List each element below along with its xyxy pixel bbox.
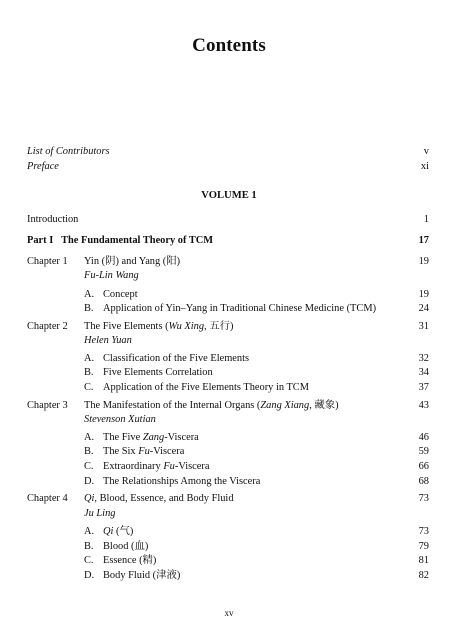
author-name: Fu-Lin Wang	[84, 270, 139, 281]
volume-heading: VOLUME 1	[201, 190, 257, 201]
toc-section[interactable]	[0, 569, 458, 583]
toc-section[interactable]	[0, 381, 458, 395]
chapter-title: Qi, Blood, Essence, and Body Fluid	[84, 493, 234, 504]
entry-page: 17	[418, 235, 429, 246]
section-title: Qi (气)	[103, 526, 134, 537]
entry-page: 19	[418, 256, 429, 267]
author-name: Helen Yuan	[84, 335, 132, 346]
toc-section[interactable]	[0, 475, 458, 489]
section-title: Classification of the Five Elements	[103, 353, 250, 364]
chapter-author	[0, 269, 458, 283]
section-title: The Relationships Among the Viscera	[103, 476, 261, 487]
chapter-label: Chapter 4	[27, 493, 68, 504]
chapter-title: The Manifestation of the Internal Organs (Zang Xiang, 藏象)	[84, 400, 339, 411]
section-title: Application of the Five Elements Theory in TCM	[103, 382, 309, 393]
entry-page: 68	[418, 476, 429, 487]
section-letter: B.	[84, 303, 94, 314]
entry-page: 1	[423, 214, 429, 225]
toc-section[interactable]	[0, 302, 458, 316]
chapter-title: Yin (阴) and Yang (阳)	[84, 256, 181, 267]
section-title: Application of Yin–Yang in Traditional Chinese Medicine (TCM)	[103, 303, 377, 314]
toc-section[interactable]	[0, 554, 458, 568]
section-title: The Five Zang-Viscera	[103, 432, 199, 443]
section-letter: B.	[84, 541, 94, 552]
toc-entry-preface[interactable]	[0, 160, 458, 174]
entry-page: xi	[420, 161, 429, 172]
toc-chapter-3[interactable]	[0, 399, 458, 413]
toc-chapter-1[interactable]	[0, 255, 458, 269]
section-letter: A.	[84, 526, 95, 537]
section-letter: A.	[84, 289, 95, 300]
entry-page: 19	[418, 289, 429, 300]
part-label: Part I The Fundamental Theory of TCM	[27, 235, 214, 246]
entry-page: 59	[418, 446, 429, 457]
section-title: Five Elements Correlation	[103, 367, 213, 378]
author-name: Stevenson Xutian	[84, 414, 156, 425]
entry-page: 79	[418, 541, 429, 552]
section-title: Blood (血)	[103, 541, 149, 552]
section-letter: C.	[84, 382, 94, 393]
chapter-label: Chapter 1	[27, 256, 68, 267]
section-letter: C.	[84, 461, 94, 472]
entry-page: 34	[418, 367, 429, 378]
author-name: Ju Ling	[84, 508, 116, 519]
section-title: The Six Fu-Viscera	[103, 446, 185, 457]
entry-page: 46	[418, 432, 429, 443]
page-title: Contents	[192, 35, 266, 56]
section-letter: D.	[84, 570, 95, 581]
chapter-author	[0, 334, 458, 348]
section-letter: A.	[84, 353, 95, 364]
chapter-author	[0, 507, 458, 521]
toc-section[interactable]	[0, 460, 458, 474]
toc-section[interactable]	[0, 540, 458, 554]
section-title: Body Fluid (津液)	[103, 570, 181, 581]
entry-label: Introduction	[27, 214, 79, 225]
toc-section[interactable]	[0, 352, 458, 366]
toc-entry-contributors[interactable]	[0, 145, 458, 159]
entry-page: 73	[418, 493, 429, 504]
section-letter: B.	[84, 367, 94, 378]
toc-section[interactable]	[0, 288, 458, 302]
section-letter: D.	[84, 476, 95, 487]
entry-page: 43	[418, 400, 429, 411]
entry-page: v	[423, 146, 429, 157]
section-title: Extraordinary Fu-Viscera	[103, 461, 210, 472]
entry-page: 81	[418, 555, 429, 566]
toc-section[interactable]	[0, 366, 458, 380]
entry-label: List of Contributors	[27, 146, 110, 157]
page-number: xv	[224, 608, 234, 618]
entry-page: 73	[418, 526, 429, 537]
section-letter: B.	[84, 446, 94, 457]
entry-page: 31	[418, 321, 429, 332]
toc-part-heading[interactable]	[0, 234, 458, 248]
toc-section[interactable]	[0, 525, 458, 539]
part-title: The Fundamental Theory of TCM	[61, 235, 214, 246]
toc-section[interactable]	[0, 431, 458, 445]
entry-page: 66	[418, 461, 429, 472]
entry-page: 24	[418, 303, 429, 314]
chapter-label: Chapter 3	[27, 400, 68, 411]
toc-section[interactable]	[0, 445, 458, 459]
section-title: Essence (精)	[103, 555, 157, 566]
section-letter: A.	[84, 432, 95, 443]
toc-chapter-4[interactable]	[0, 492, 458, 506]
entry-label: Preface	[27, 161, 59, 172]
toc-chapter-2[interactable]	[0, 320, 458, 334]
chapter-label: Chapter 2	[27, 321, 68, 332]
section-title: Concept	[103, 289, 138, 300]
section-letter: C.	[84, 555, 94, 566]
entry-page: 37	[418, 382, 429, 393]
entry-page: 32	[418, 353, 429, 364]
chapter-author	[0, 413, 458, 427]
entry-page: 82	[418, 570, 429, 581]
chapter-title: The Five Elements (Wu Xing, 五行)	[84, 321, 234, 332]
toc-entry-introduction[interactable]	[0, 213, 458, 227]
